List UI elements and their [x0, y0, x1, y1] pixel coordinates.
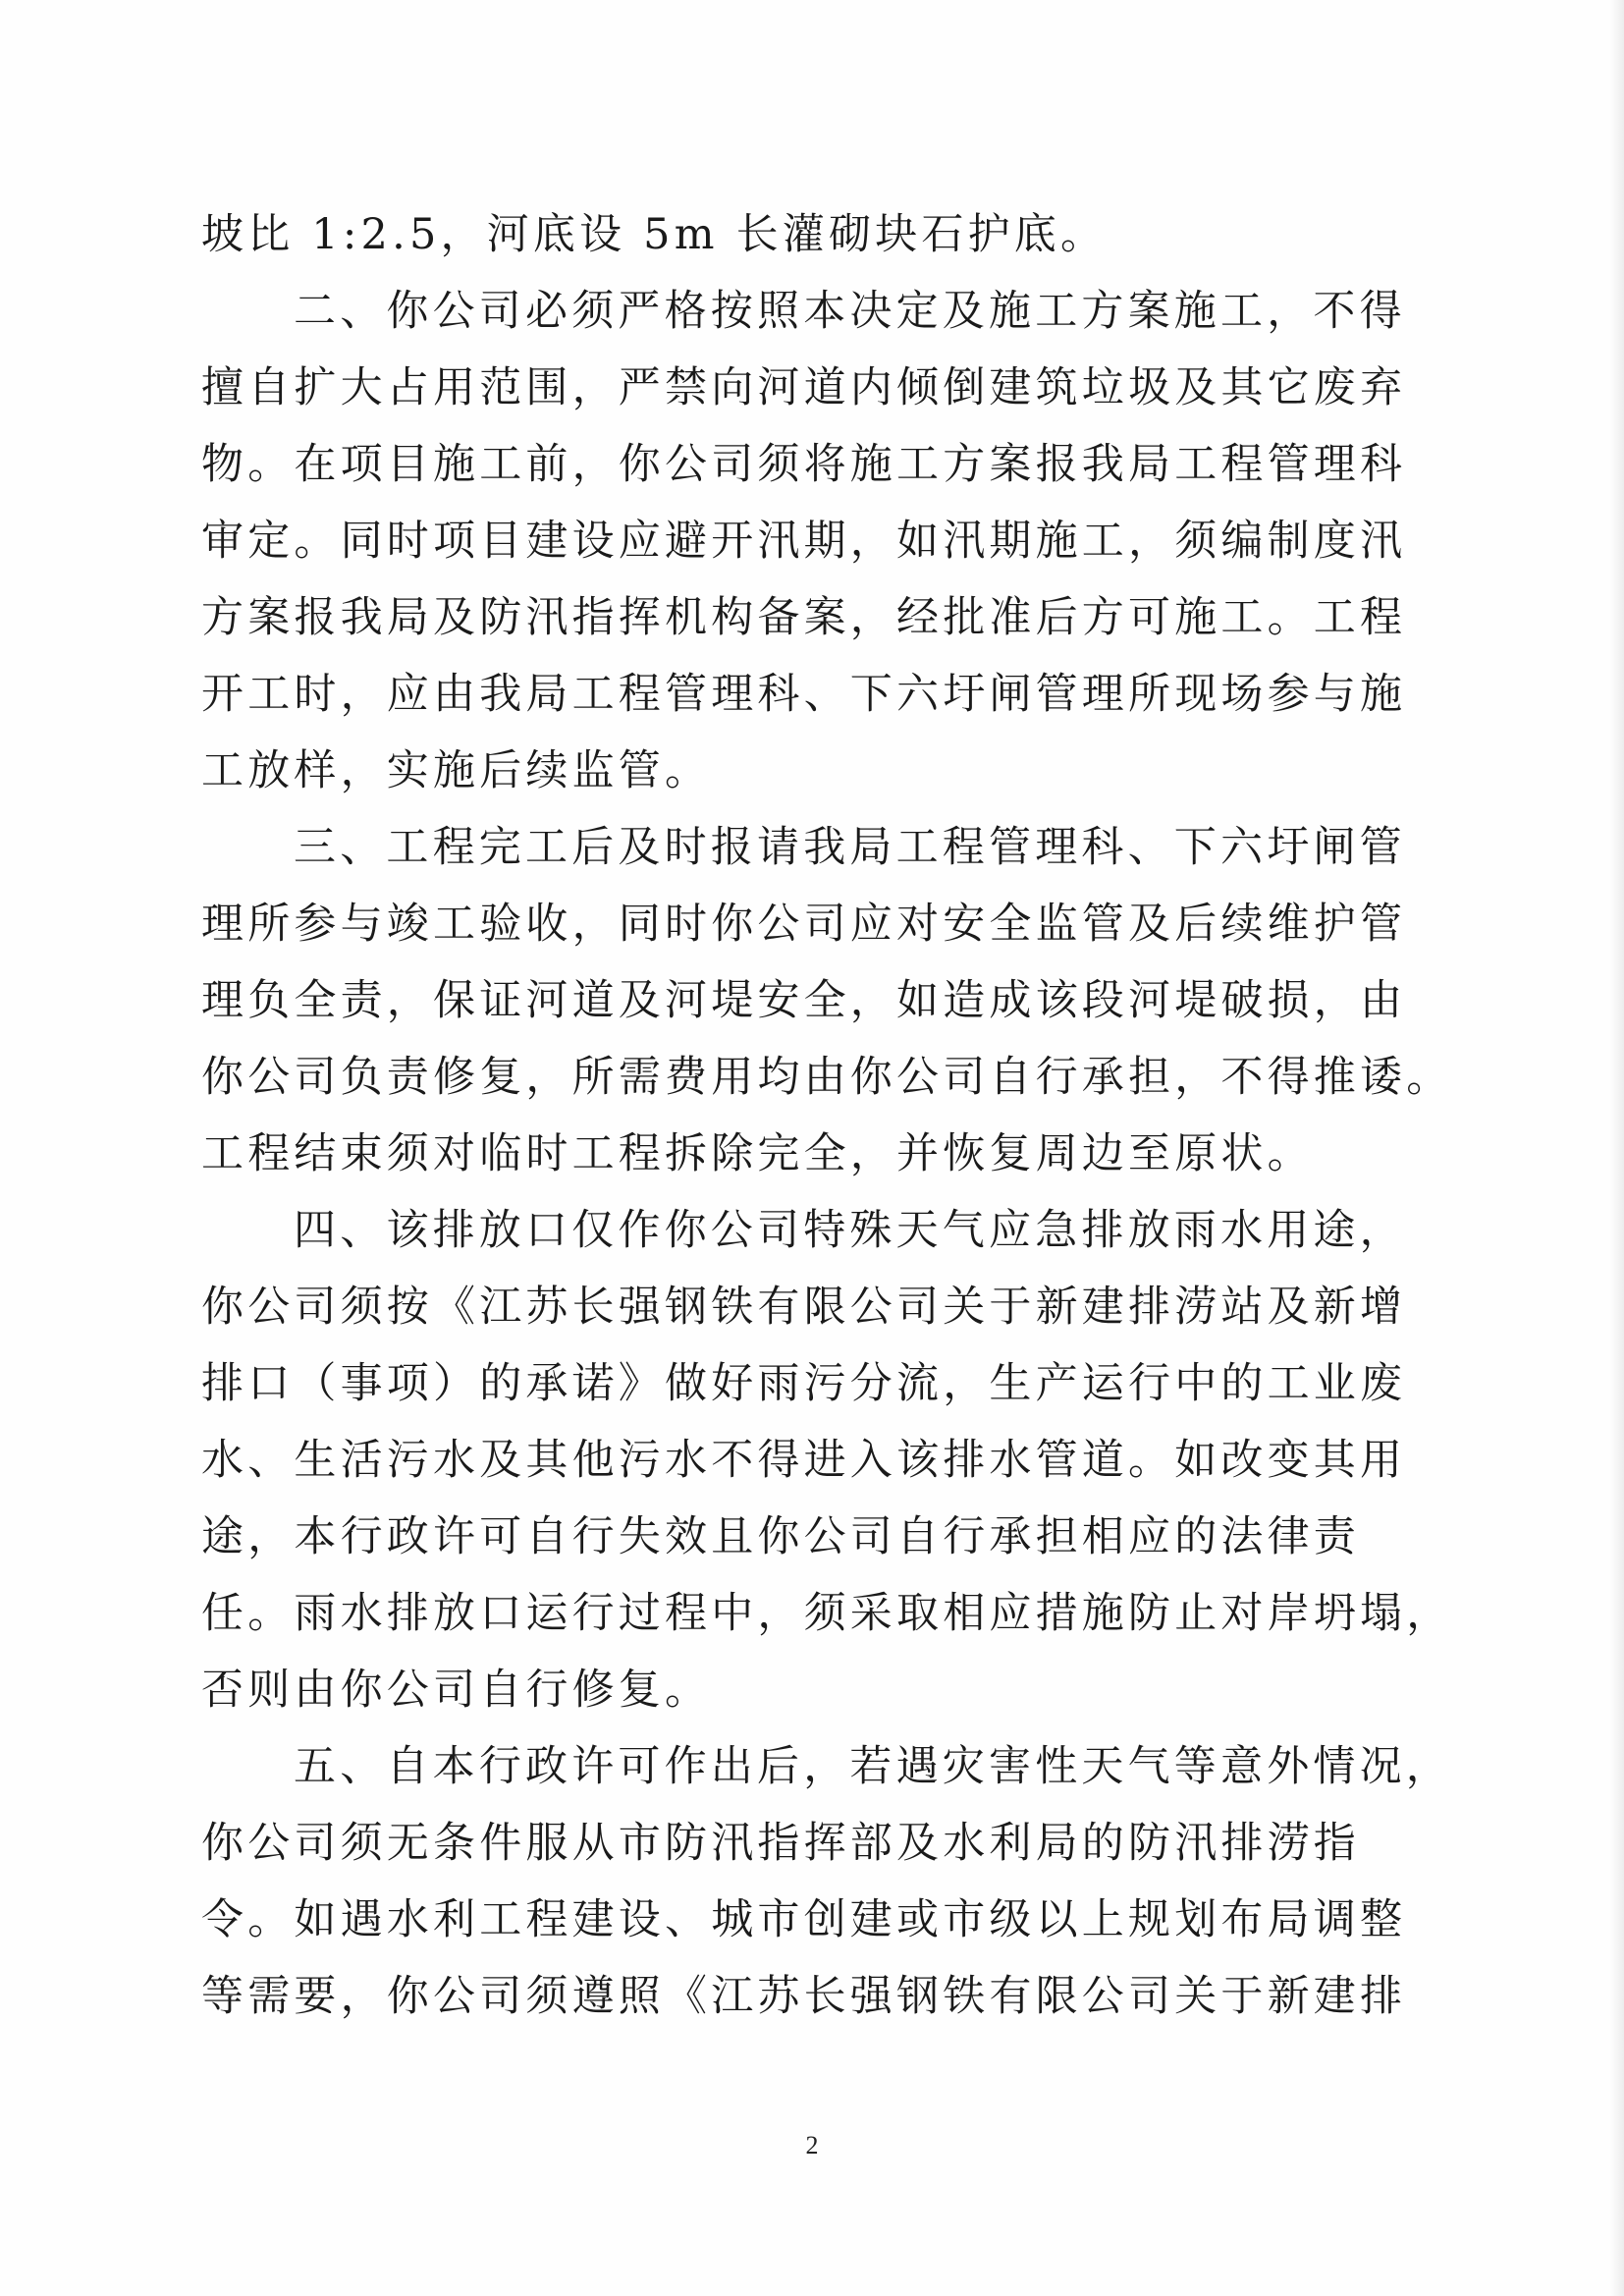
- text-line: 途，本行政许可自行失效且你公司自行承担相应的法律责: [201, 1512, 1360, 1561]
- text-line: 你公司负责修复，所需费用均由你公司自行承担，不得推诿。: [201, 1053, 1453, 1102]
- text-line: 否则由你公司自行修复。: [201, 1666, 712, 1715]
- text-line: 工放样，实施后续监管。: [201, 746, 712, 795]
- text-line: 水、生活污水及其他污水不得进入该排水管道。如改变其用: [201, 1436, 1407, 1485]
- text-line: 坡比 1:2.5，河底设 5m 长灌砌块石护底。: [201, 210, 1108, 259]
- paragraph-first-line: 三、工程完工后及时报请我局工程管理科、下六圩闸管: [294, 823, 1406, 872]
- paragraph-first-line: 四、该排放口仅作你公司特殊天气应急排放雨水用途，: [294, 1206, 1406, 1255]
- text-line: 理所参与竣工验收，同时你公司应对安全监管及后续维护管: [201, 900, 1407, 949]
- page-number: 2: [805, 2131, 819, 2159]
- scan-edge-shadow: [1610, 0, 1624, 2296]
- text-line: 排口（事项）的承诺》做好雨污分流，生产运行中的工业废: [201, 1359, 1407, 1408]
- text-line: 等需要，你公司须遵照《江苏长强钢铁有限公司关于新建排: [201, 1972, 1407, 2021]
- text-line: 开工时，应由我局工程管理科、下六圩闸管理所现场参与施: [201, 670, 1407, 719]
- text-line: 理负全责，保证河道及河堤安全，如造成该段河堤破损，由: [201, 976, 1407, 1025]
- document-body: [201, 196, 1453, 2035]
- text-line: 物。在项目施工前，你公司须将施工方案报我局工程管理科: [201, 440, 1407, 489]
- text-line: 任。雨水排放口运行过程中，须采取相应措施防止对岸坍塌，: [201, 1589, 1453, 1638]
- text-line: 工程结束须对临时工程拆除完全，并恢复周边至原状。: [201, 1129, 1314, 1178]
- text-line: 你公司须无条件服从市防汛指挥部及水利局的防汛排涝指: [201, 1819, 1360, 1868]
- paragraph-first-line: 五、自本行政许可作出后，若遇灾害性天气等意外情况，: [294, 1742, 1452, 1791]
- text-line: 令。如遇水利工程建设、城市创建或市级以上规划布局调整: [201, 1895, 1407, 1944]
- text-line: 你公司须按《江苏长强钢铁有限公司关于新建排涝站及新增: [201, 1283, 1407, 1332]
- text-line: 擅自扩大占用范围，严禁向河道内倾倒建筑垃圾及其它废弃: [201, 363, 1407, 412]
- text-line: 方案报我局及防汛指挥机构备案，经批准后方可施工。工程: [201, 593, 1407, 642]
- text-line: 审定。同时项目建设应避开汛期，如汛期施工，须编制度汛: [201, 517, 1407, 566]
- paragraph-first-line: 二、你公司必须严格按照本决定及施工方案施工，不得: [294, 287, 1406, 336]
